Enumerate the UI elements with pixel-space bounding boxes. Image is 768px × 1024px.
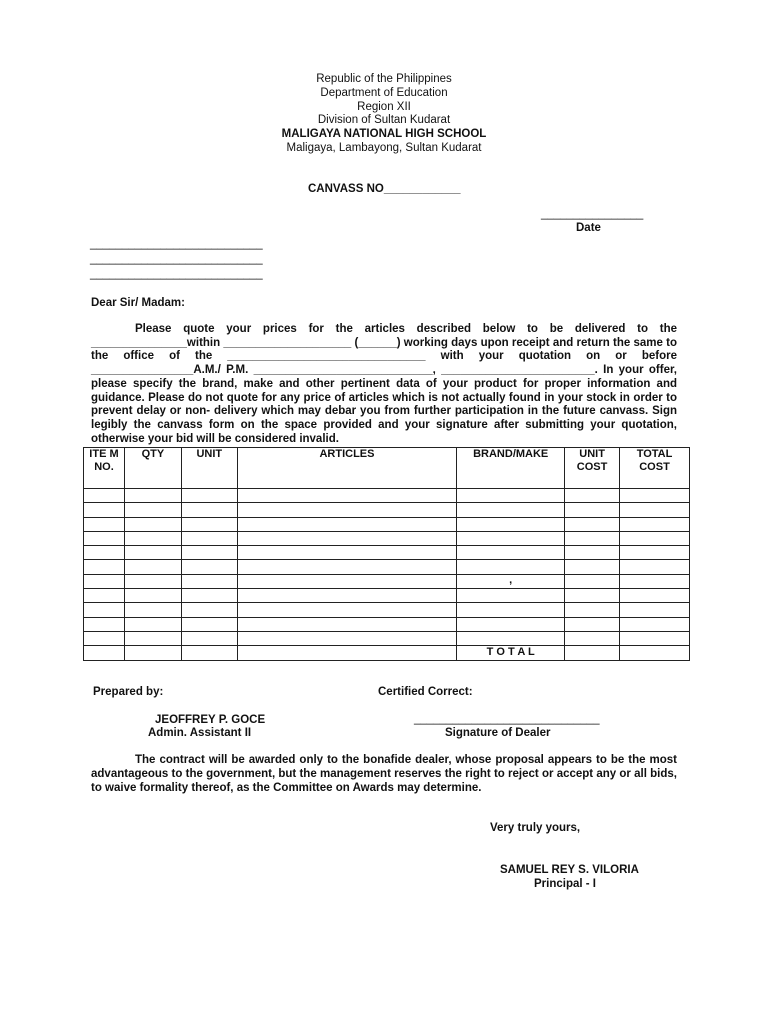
preparer-name: JEOFFREY P. GOCE xyxy=(155,714,266,726)
table-row xyxy=(84,617,690,631)
table-row xyxy=(84,631,690,645)
stray-mark: , xyxy=(457,574,565,588)
address-line-3: ___________________________ xyxy=(90,268,263,280)
col-header-brand: BRAND/MAKE xyxy=(457,448,565,489)
table-row xyxy=(84,603,690,617)
col-header-qty: QTY xyxy=(124,448,181,489)
table-row xyxy=(84,517,690,531)
dealer-signature-label: Signature of Dealer xyxy=(445,727,551,739)
table-total-row xyxy=(84,646,690,660)
instructions-paragraph xyxy=(91,323,677,446)
school-address: Maligaya, Lambayong, Sultan Kudarat xyxy=(286,141,482,154)
award-paragraph xyxy=(91,753,677,795)
principal-title: Principal - I xyxy=(534,878,596,890)
table-row xyxy=(84,589,690,603)
salutation: Dear Sir/ Madam: xyxy=(91,297,185,309)
letterhead xyxy=(0,73,768,156)
table-row xyxy=(84,531,690,545)
certified-correct-label: Certified Correct: xyxy=(378,686,473,698)
principal-name: SAMUEL REY S. VILORIA xyxy=(500,864,639,876)
table-row xyxy=(84,574,690,588)
items-table xyxy=(83,447,690,661)
region-line: Region XII xyxy=(357,100,411,113)
total-label: T O T A L xyxy=(457,646,565,660)
table-row xyxy=(84,546,690,560)
table-row xyxy=(84,489,690,503)
address-line-2: ___________________________ xyxy=(90,253,263,265)
canvass-number: CANVASS NO____________ xyxy=(308,183,461,195)
col-header-total-cost: TOTAL COST xyxy=(620,448,690,489)
col-header-unit-cost: UNIT COST xyxy=(565,448,620,489)
closing: Very truly yours, xyxy=(490,822,581,834)
col-header-articles: ARTICLES xyxy=(237,448,457,489)
division-line: Division of Sultan Kudarat xyxy=(317,114,451,127)
dealer-signature-line: _____________________________ xyxy=(414,713,600,725)
table-header-row xyxy=(84,448,690,489)
col-header-unit: UNIT xyxy=(181,448,237,489)
prepared-by-label: Prepared by: xyxy=(93,686,164,698)
preparer-title: Admin. Assistant II xyxy=(148,727,252,739)
date-blank: ________________ xyxy=(541,208,644,220)
country-line: Republic of the Philippines xyxy=(316,73,452,85)
address-line-1: ___________________________ xyxy=(90,238,263,250)
department-line: Department of Education xyxy=(320,86,448,99)
instructions-text: Please quote your prices for the articles described below to be delivered to the _______________within ____________________ (______) working days upon receipt and return the same to the office of the _______________________________ with your quotation on or before ________________A.M./ P.M. ____________________________, ________________________. In your offer, please specify the brand, make and other pertinent data of your product for proper information and guidance. Please do not quote for any price of articles which is not actually found in your stock in order to prevent delay or non- delivery which may debar you from further participation in the future canvass. Sign legibly the canvass form on the space provided and your signature after submitting your quotation, otherwise your bid will be considered invalid. xyxy=(91,323,677,445)
table-row xyxy=(84,503,690,517)
date-label: Date xyxy=(576,222,601,234)
table-row xyxy=(84,560,690,574)
col-header-item-no: ITE M NO. xyxy=(84,448,125,489)
school-name: MALIGAYA NATIONAL HIGH SCHOOL xyxy=(281,128,487,141)
award-text: The contract will be awarded only to the bonafide dealer, whose proposal appears to be the most advantageous to the government, but the management reserves the right to reject or accept any or all bids, to waive formality thereof, as the Committee on Awards may determine. xyxy=(91,754,677,794)
